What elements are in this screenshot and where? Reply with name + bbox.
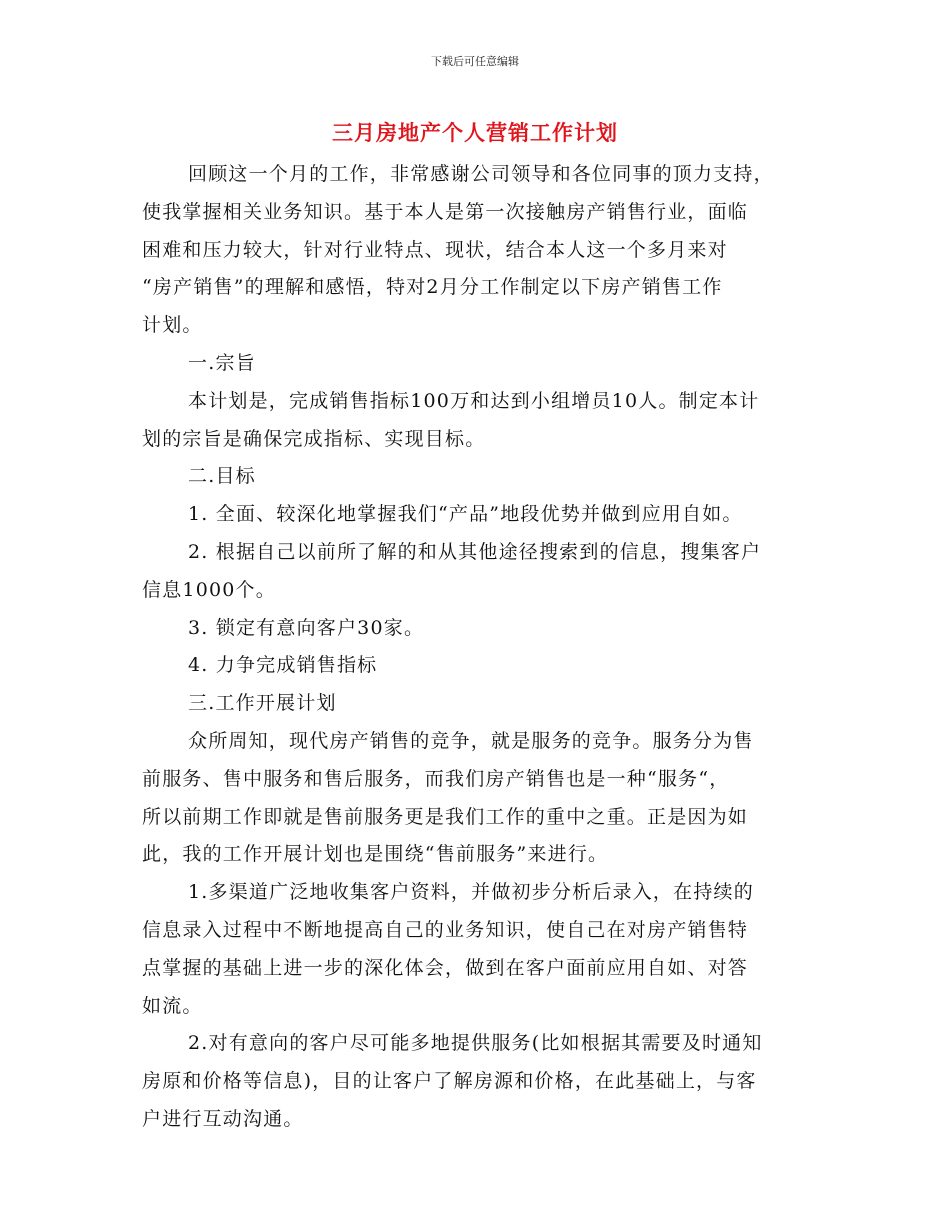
paragraph-line: 本计划是，完成销售指标100万和达到小组增员10人。制定本计 xyxy=(188,389,760,412)
paragraph-line: 房原和价格等信息)，目的让客户了解房源和价格，在此基础上，与客 xyxy=(142,1070,757,1093)
paragraph-line: 众所周知，现代房产销售的竞争，就是服务的竞争。服务分为售 xyxy=(188,729,754,752)
section-heading: 一.宗旨 xyxy=(188,351,256,374)
paragraph-line: 1.多渠道广泛地收集客户资料，并做初步分析后录入，在持续的 xyxy=(188,881,754,904)
paragraph-line: 2.对有意向的客户尽可能多地提供服务(比如根据其需要及时通知 xyxy=(188,1032,763,1055)
list-item: 3. 锁定有意向客户30家。 xyxy=(188,616,425,639)
paragraph-line: 回顾这一个月的工作，非常感谢公司领导和各位同事的顶力支持， xyxy=(188,163,774,185)
paragraph-line: 点掌握的基础上进一步的深化体会，做到在客户面前应用自如、对答 xyxy=(142,956,749,979)
list-item: 4. 力争完成销售指标 xyxy=(188,654,378,677)
paragraph-line: 所以前期工作即就是售前服务更是我们工作的重中之重。正是因为如 xyxy=(142,805,749,828)
paragraph-line: 前服务、售中服务和售后服务，而我们房产销售也是一种“服务“， xyxy=(142,767,730,790)
paragraph-line: 困难和压力较大，针对行业特点、现状，结合本人这一个多月来对 xyxy=(142,238,728,261)
paragraph-line: 信息录入过程中不断地提高自己的业务知识，使自己在对房产销售特 xyxy=(142,918,749,941)
paragraph-line: 使我掌握相关业务知识。基于本人是第一次接触房产销售行业，面临 xyxy=(142,200,749,223)
list-item: 2. 根据自己以前所了解的和从其他途径搜索到的信息，搜集客户 xyxy=(188,540,762,563)
document-title: 三月房地产个人营销工作计划 xyxy=(332,121,618,145)
paragraph-line: 如流。 xyxy=(142,994,203,1017)
paragraph-line: 此，我的工作开展计划也是围绕“售前服务”来进行。 xyxy=(142,843,609,866)
paragraph-line: 划的宗旨是确保完成指标、实现目标。 xyxy=(142,427,486,450)
section-heading: 二.目标 xyxy=(188,465,256,488)
section-heading: 三.工作开展计划 xyxy=(188,692,337,715)
document-body xyxy=(142,156,810,1139)
paragraph-line: 计划。 xyxy=(142,314,203,337)
list-item-continuation: 信息1000个。 xyxy=(142,578,276,601)
paragraph-line: 户进行互动沟通。 xyxy=(142,1107,304,1130)
page-header: 下载后可任意编辑 xyxy=(431,55,519,68)
list-item: 1. 全面、较深化地掌握我们“产品”地段优势并做到应用自如。 xyxy=(188,503,743,526)
paragraph-line: “房产销售”的理解和感悟，特对2月分工作制定以下房产销售工作 xyxy=(142,276,723,299)
